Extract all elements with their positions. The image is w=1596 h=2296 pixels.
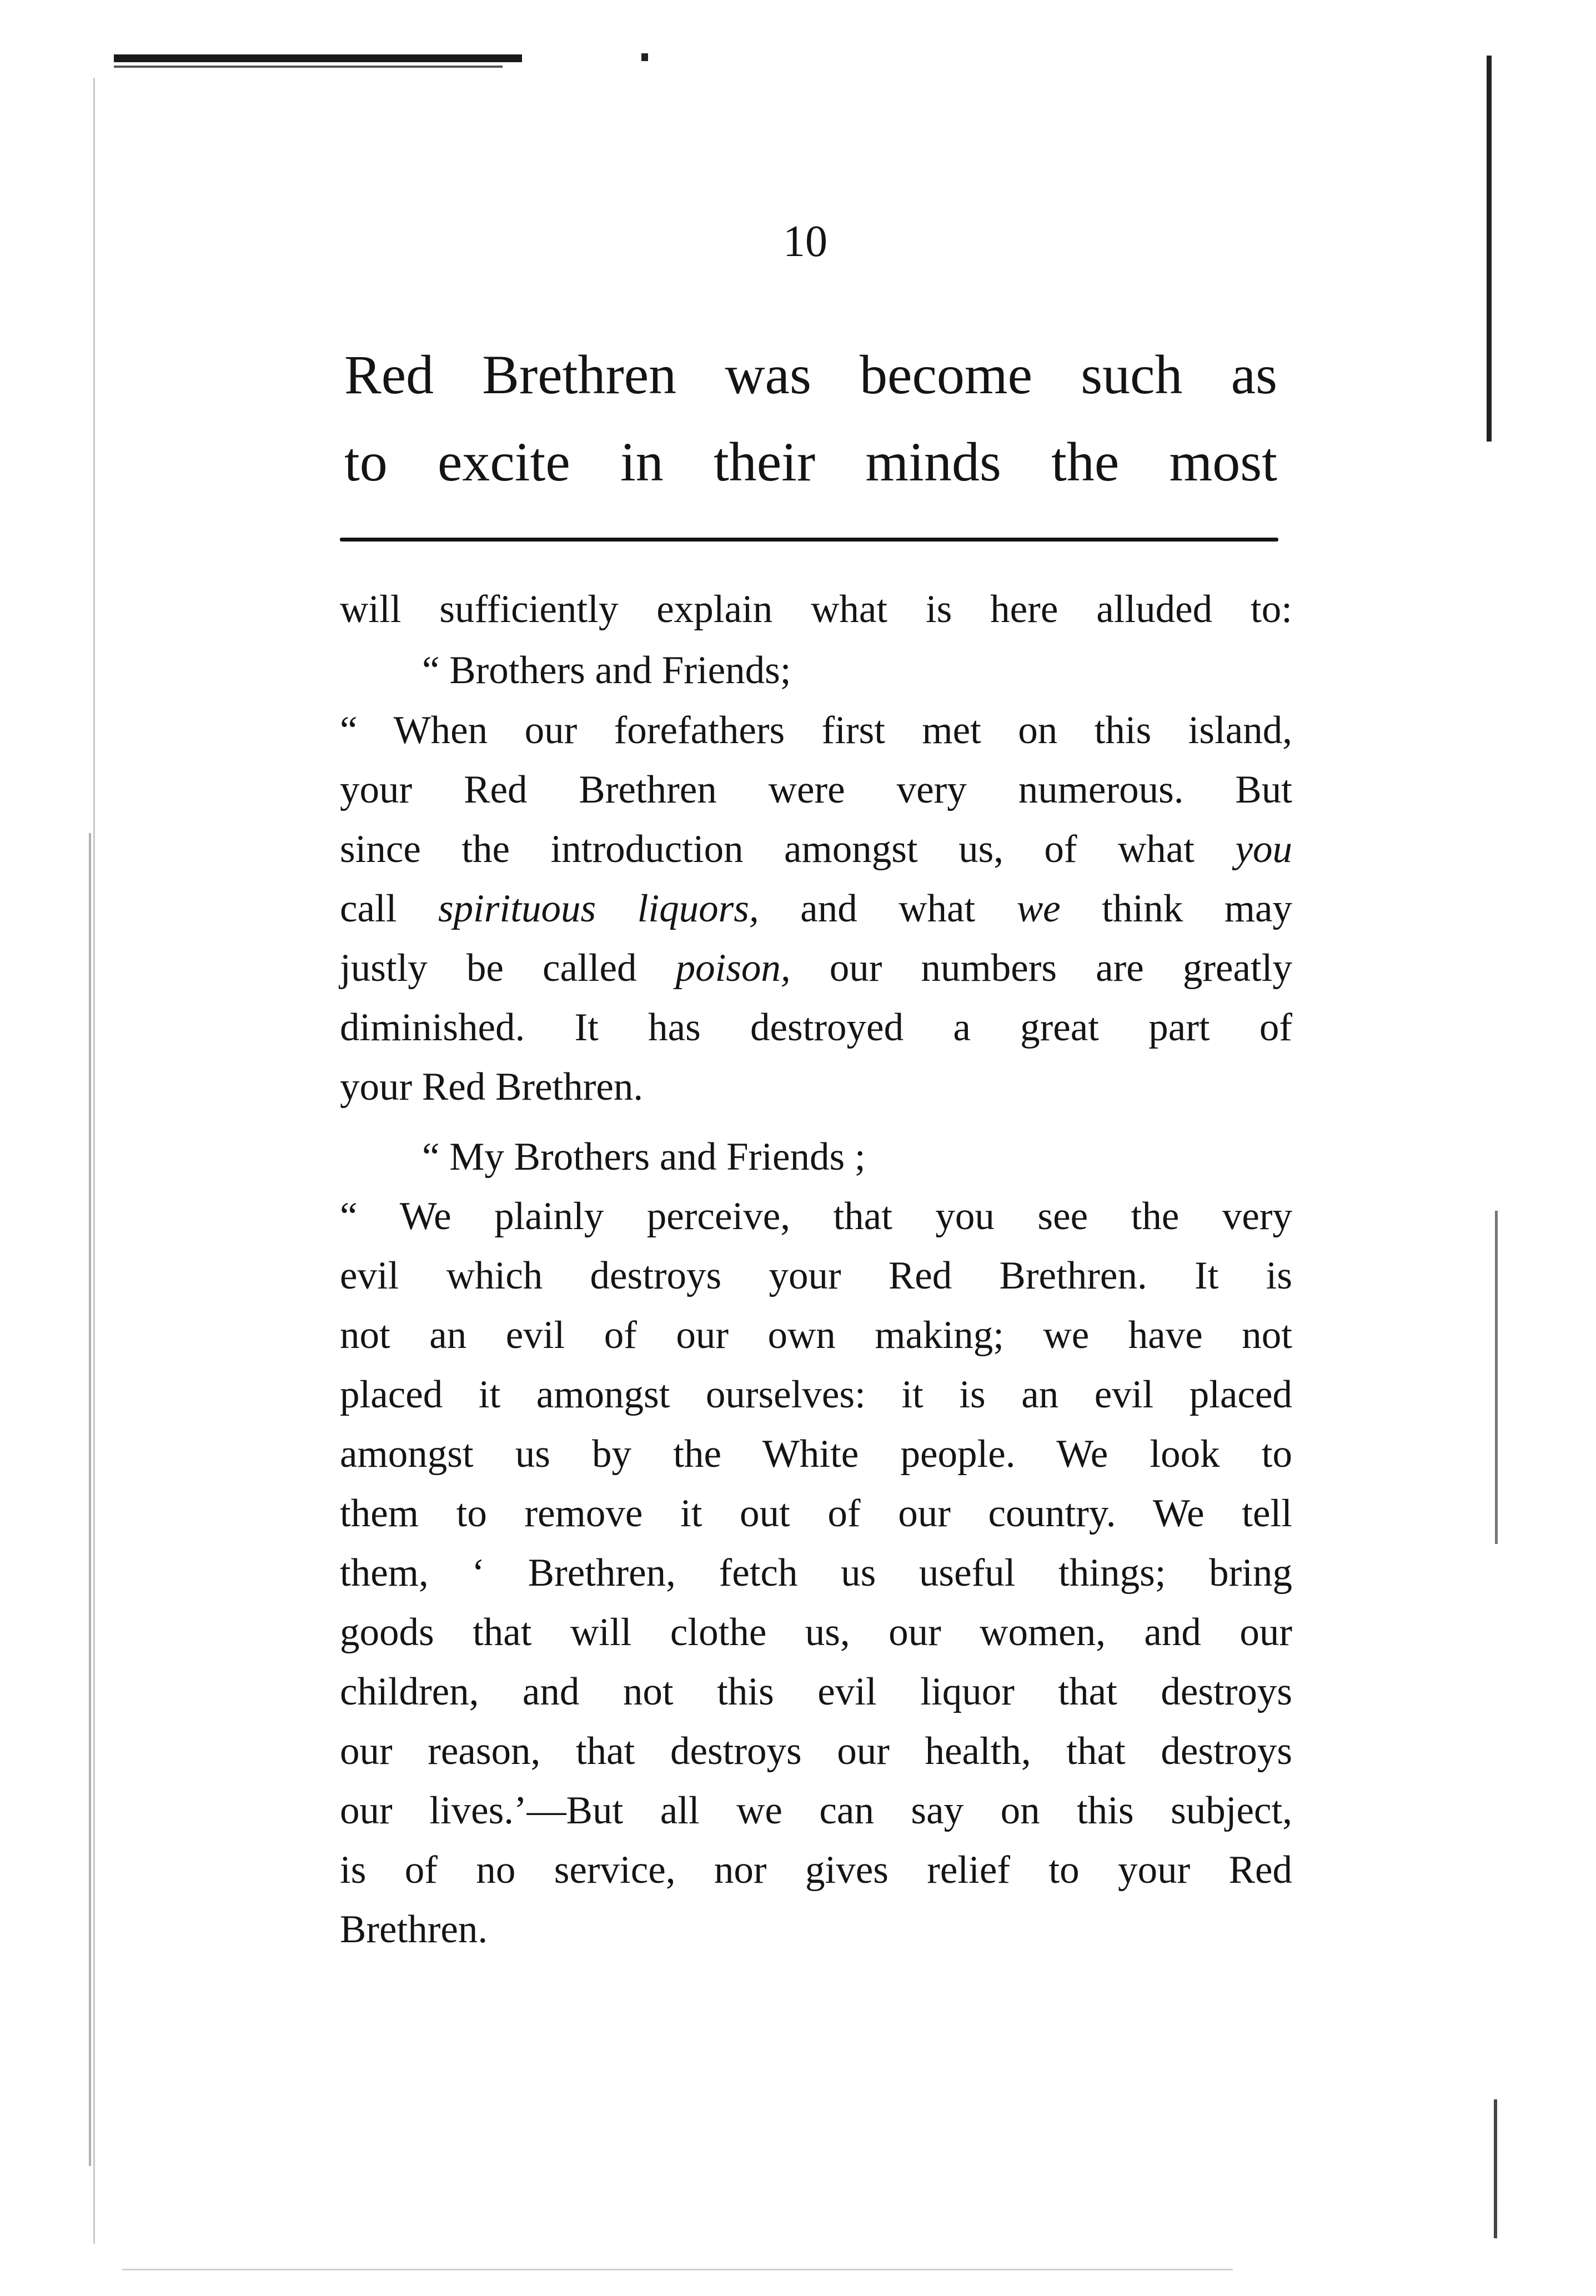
body-line: call spirituous liquors, and what we think may [340, 887, 1292, 930]
body-line: your Red Brethren. [340, 1065, 644, 1109]
body-line: justly be called poison, our numbers are greatly [340, 946, 1292, 990]
body-line: them to remove it out of our country. We tell [340, 1492, 1292, 1535]
headline-line: to excite in their minds the most [344, 431, 1277, 493]
body-line: will sufficiently explain what is here alluded to: [340, 588, 1292, 631]
body-line: our lives.’—But all we can say on this subject, [340, 1789, 1292, 1832]
body-line: goods that will clothe us, our women, and our [340, 1611, 1292, 1654]
body-line: your Red Brethren were very numerous. But [340, 768, 1292, 811]
scan-right-edge [1494, 2099, 1497, 2238]
body-line: since the introduction amongst us, of what you [340, 828, 1292, 871]
body-line: them, ‘ Brethren, fetch us useful things; bring [340, 1551, 1292, 1595]
body-line: evil which destroys your Red Brethren. It is [340, 1254, 1292, 1297]
body-line: “ When our forefathers first met on this island, [340, 709, 1292, 752]
body-line: amongst us by the White people. We look to [340, 1432, 1292, 1476]
body-line: diminished. It has destroyed a great part of [340, 1006, 1292, 1049]
scan-bottom-edge [122, 2269, 1233, 2270]
scan-top-rule [114, 54, 522, 62]
body-line: “ My Brothers and Friends ; [422, 1135, 866, 1179]
scan-speck [641, 53, 648, 61]
scan-top-rule-thin [114, 66, 503, 68]
body-line: children, and not this evil liquor that destroys [340, 1670, 1292, 1713]
body-line: Brethren. [340, 1908, 488, 1951]
body-line: is of no service, nor gives relief to your Red [340, 1848, 1292, 1892]
footnote-separator-rule [340, 538, 1278, 542]
body-line: not an evil of our own making; we have not [340, 1314, 1292, 1357]
scan-left-edge [93, 78, 95, 2244]
headline-line: Red Brethren was become such as [344, 344, 1277, 405]
scan-right-edge [1487, 56, 1492, 442]
body-line: “ Brothers and Friends; [422, 649, 791, 692]
page-number: 10 [783, 217, 827, 266]
scan-left-edge [89, 833, 91, 2166]
scan-right-edge [1495, 1211, 1498, 1544]
body-line: “ We plainly perceive, that you see the very [340, 1195, 1292, 1238]
body-line: placed it amongst ourselves: it is an evil placed [340, 1373, 1292, 1416]
body-line: our reason, that destroys our health, that destroys [340, 1729, 1292, 1773]
